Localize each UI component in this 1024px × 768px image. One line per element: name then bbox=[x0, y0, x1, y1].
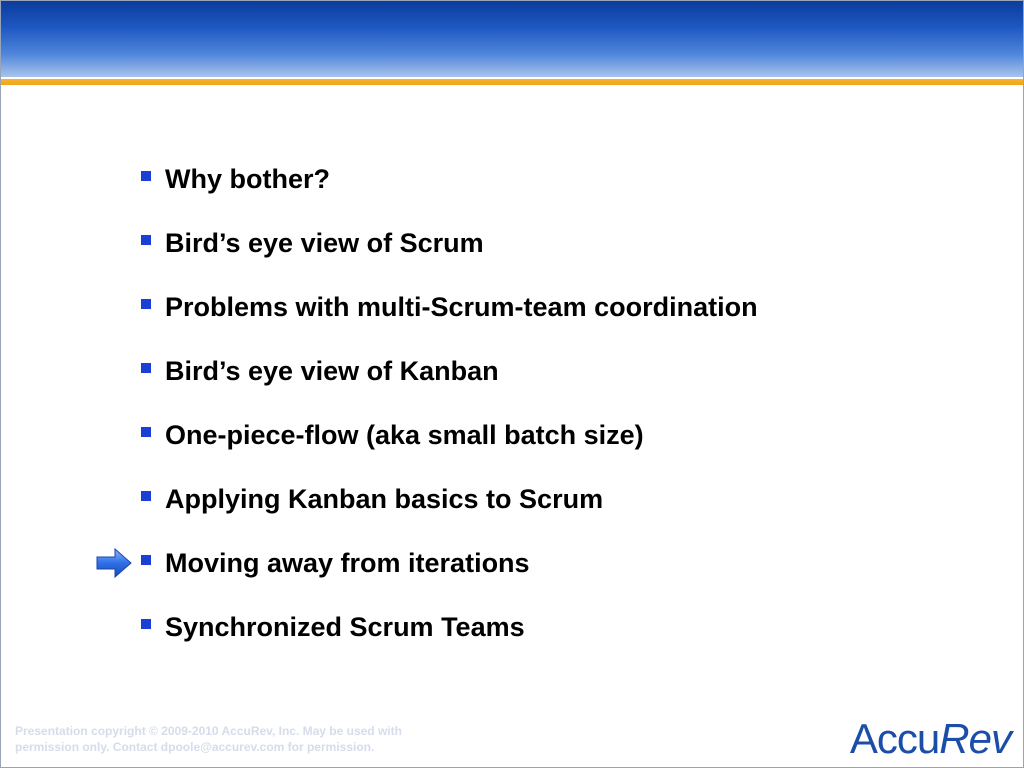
square-bullet-icon bbox=[141, 619, 151, 629]
agenda-item-current bbox=[141, 545, 758, 609]
agenda-item-text: Applying Kanban basics to Scrum bbox=[165, 484, 604, 514]
agenda-item bbox=[141, 161, 758, 225]
agenda-item bbox=[141, 289, 758, 353]
current-topic-arrow-icon bbox=[95, 546, 133, 580]
agenda-item-text: Bird’s eye view of Kanban bbox=[165, 356, 499, 386]
logo-part-rev: Rev bbox=[939, 715, 1011, 762]
agenda-item-text: Problems with multi-Scrum-team coordination bbox=[165, 292, 758, 322]
square-bullet-icon bbox=[141, 299, 151, 309]
square-bullet-icon bbox=[141, 171, 151, 181]
agenda-item bbox=[141, 225, 758, 289]
agenda-item-text: Bird’s eye view of Scrum bbox=[165, 228, 484, 258]
agenda-list bbox=[141, 161, 758, 673]
square-bullet-icon bbox=[141, 427, 151, 437]
agenda-item-text: One-piece-flow (aka small batch size) bbox=[165, 420, 644, 450]
square-bullet-icon bbox=[141, 491, 151, 501]
agenda-item-text: Moving away from iterations bbox=[165, 548, 530, 578]
header-accent-bar bbox=[1, 79, 1023, 85]
agenda-item bbox=[141, 417, 758, 481]
accurev-logo bbox=[850, 715, 1011, 765]
agenda-item-text: Why bother? bbox=[165, 164, 330, 194]
square-bullet-icon bbox=[141, 235, 151, 245]
agenda-item-text: Synchronized Scrum Teams bbox=[165, 612, 525, 642]
footer-copyright: Presentation copyright © 2009-2010 AccuRev, Inc. May be used with permission only. Contact dpoole@accurev.com for permission. bbox=[15, 724, 402, 754]
agenda-item bbox=[141, 609, 758, 673]
agenda-item bbox=[141, 481, 758, 545]
agenda-item bbox=[141, 353, 758, 417]
logo-part-accu: Accu bbox=[849, 715, 940, 762]
square-bullet-icon bbox=[141, 363, 151, 373]
square-bullet-icon bbox=[141, 555, 151, 565]
header-band bbox=[1, 1, 1023, 77]
